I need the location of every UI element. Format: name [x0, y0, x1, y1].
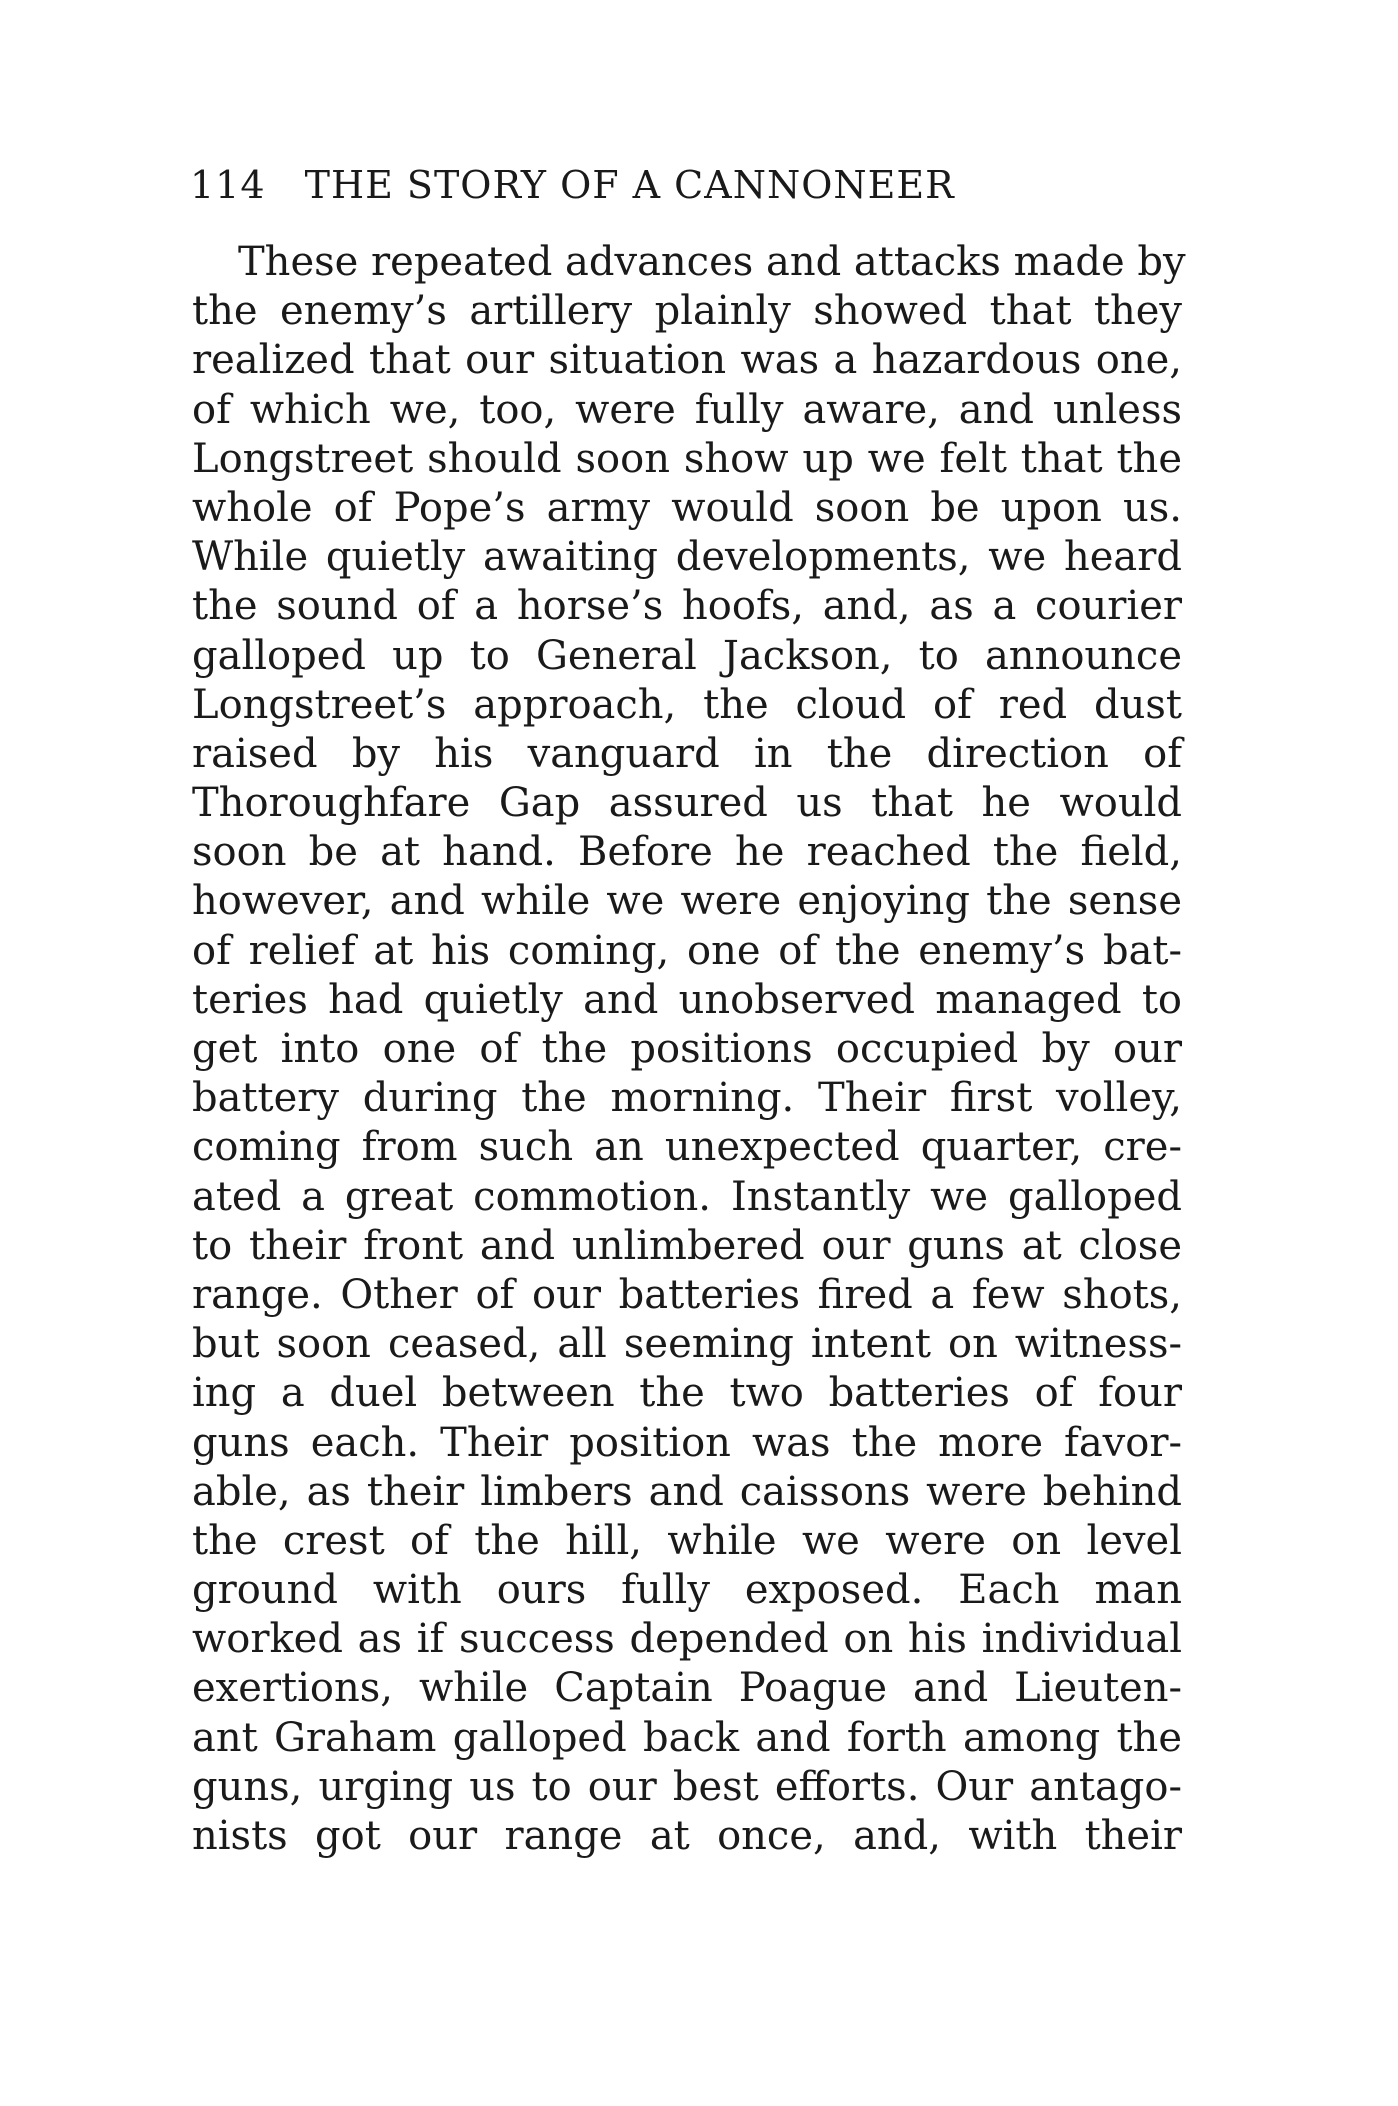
text-line: Thoroughfare Gap assured us that he would — [192, 780, 1182, 827]
text-line: guns, urging us to our best efforts. Our antago- — [192, 1763, 1182, 1810]
text-line: coming from such an unexpected quarter, cre- — [192, 1124, 1182, 1171]
text-line: exertions, while Captain Poague and Lieuten- — [192, 1665, 1182, 1712]
text-line: the crest of the hill, while we were on level — [192, 1517, 1182, 1564]
text-line: These repeated advances and attacks made by — [238, 239, 1186, 285]
text-line: guns each. Their position was the more favor- — [192, 1419, 1182, 1466]
text-line: While quietly awaiting developments, we heard — [192, 534, 1182, 581]
text-line: to their front and unlimbered our guns at close — [192, 1222, 1182, 1269]
text-line: galloped up to General Jackson, to announce — [192, 632, 1182, 679]
text-line: battery during the morning. Their first volley, — [192, 1075, 1182, 1122]
text-line: ing a duel between the two batteries of four — [192, 1370, 1182, 1417]
body-text — [192, 238, 1186, 1861]
text-line: of relief at his coming, one of the enemy’s bat- — [192, 927, 1182, 974]
text-line: of which we, too, were fully aware, and unless — [192, 386, 1182, 433]
text-line: ground with ours fully exposed. Each man — [192, 1567, 1182, 1614]
text-line: the enemy’s artillery plainly showed that they — [192, 288, 1182, 335]
page-number: 114 — [190, 163, 266, 207]
text-line: Longstreet should soon show up we felt that the — [192, 435, 1182, 482]
text-line: realized that our situation was a hazardous one, — [192, 337, 1182, 384]
text-line: raised by his vanguard in the direction of — [192, 730, 1182, 777]
text-line: however, and while we were enjoying the sense — [192, 878, 1182, 925]
text-line: ated a great commotion. Instantly we galloped — [192, 1173, 1182, 1220]
text-line: but soon ceased, all seeming intent on witness- — [192, 1321, 1182, 1368]
text-line: able, as their limbers and caissons were behind — [192, 1468, 1182, 1515]
page-header — [190, 160, 1190, 210]
text-line: the sound of a horse’s hoofs, and, as a courier — [192, 583, 1182, 630]
running-title: THE STORY OF A CANNONEER — [304, 163, 955, 207]
text-line: get into one of the positions occupied by our — [192, 1026, 1182, 1072]
text-line: Longstreet’s approach, the cloud of red dust — [192, 681, 1182, 728]
text-line: worked as if success depended on his individual — [192, 1616, 1182, 1663]
text-line: range. Other of our batteries fired a few shots, — [192, 1271, 1182, 1318]
text-line: ant Graham galloped back and forth among the — [192, 1714, 1182, 1761]
text-line: soon be at hand. Before he reached the field, — [192, 829, 1182, 876]
text-line: whole of Pope’s army would soon be upon us. — [192, 484, 1182, 531]
text-line: teries had quietly and unobserved managed to — [192, 976, 1182, 1023]
text-line: nists got our range at once, and, with their — [192, 1813, 1182, 1859]
